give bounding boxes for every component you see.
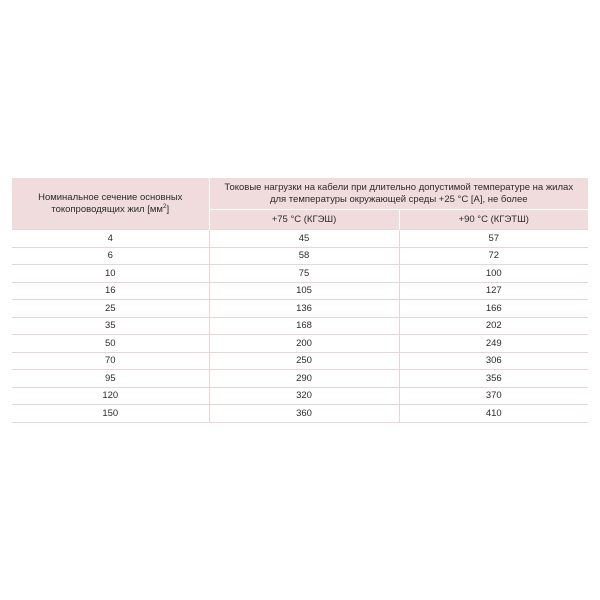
cell-load-90: 57 [399, 230, 588, 248]
cell-cross-section: 150 [12, 405, 209, 423]
cell-load-75: 250 [209, 352, 399, 370]
table-row [12, 300, 588, 318]
cell-cross-section: 70 [12, 352, 209, 370]
cell-load-75: 360 [209, 405, 399, 423]
cell-cross-section: 35 [12, 317, 209, 335]
table-row [12, 230, 588, 248]
table-row [12, 335, 588, 353]
table-row [12, 352, 588, 370]
table-row [12, 317, 588, 335]
cell-load-75: 45 [209, 230, 399, 248]
header-cross-section-label: Номинальное сечение основных токопроводящих жил [мм [38, 191, 183, 215]
header-cross-section-unit-sup: 2 [162, 202, 167, 210]
cell-load-90: 410 [399, 405, 588, 423]
cell-load-90: 166 [399, 300, 588, 318]
header-cross-section [12, 178, 209, 230]
header-temp-90: +90 °C (КГЭТШ) [399, 210, 588, 230]
table-row [12, 405, 588, 423]
table-row [12, 247, 588, 265]
table-row [12, 282, 588, 300]
table-header [12, 178, 588, 230]
table-body [12, 230, 588, 423]
cell-load-90: 356 [399, 370, 588, 388]
cell-load-90: 100 [399, 265, 588, 283]
cell-load-75: 290 [209, 370, 399, 388]
cell-cross-section: 6 [12, 247, 209, 265]
cell-load-90: 72 [399, 247, 588, 265]
cell-load-90: 306 [399, 352, 588, 370]
cell-load-90: 370 [399, 387, 588, 405]
header-current-load: Токовые нагрузки на кабели при длительно допустимой температуре на жилах для температуры окружающей среды +25 °C [А], не более [209, 178, 588, 210]
current-load-table [12, 178, 588, 423]
header-temp-75: +75 °C (КГЭШ) [209, 210, 399, 230]
table-row [12, 370, 588, 388]
cell-load-75: 168 [209, 317, 399, 335]
table-row [12, 265, 588, 283]
cell-load-75: 58 [209, 247, 399, 265]
cell-cross-section: 4 [12, 230, 209, 248]
table-row [12, 387, 588, 405]
cell-load-75: 136 [209, 300, 399, 318]
cell-load-75: 320 [209, 387, 399, 405]
cell-load-75: 75 [209, 265, 399, 283]
cell-load-75: 200 [209, 335, 399, 353]
header-row-top [12, 178, 588, 210]
cell-cross-section: 95 [12, 370, 209, 388]
cell-cross-section: 25 [12, 300, 209, 318]
cell-load-90: 127 [399, 282, 588, 300]
cell-load-75: 105 [209, 282, 399, 300]
cell-cross-section: 16 [12, 282, 209, 300]
header-cross-section-label-end: ] [166, 203, 170, 215]
cell-cross-section: 50 [12, 335, 209, 353]
cell-cross-section: 10 [12, 265, 209, 283]
cell-load-90: 202 [399, 317, 588, 335]
current-load-table-container [12, 178, 588, 423]
cell-load-90: 249 [399, 335, 588, 353]
cell-cross-section: 120 [12, 387, 209, 405]
